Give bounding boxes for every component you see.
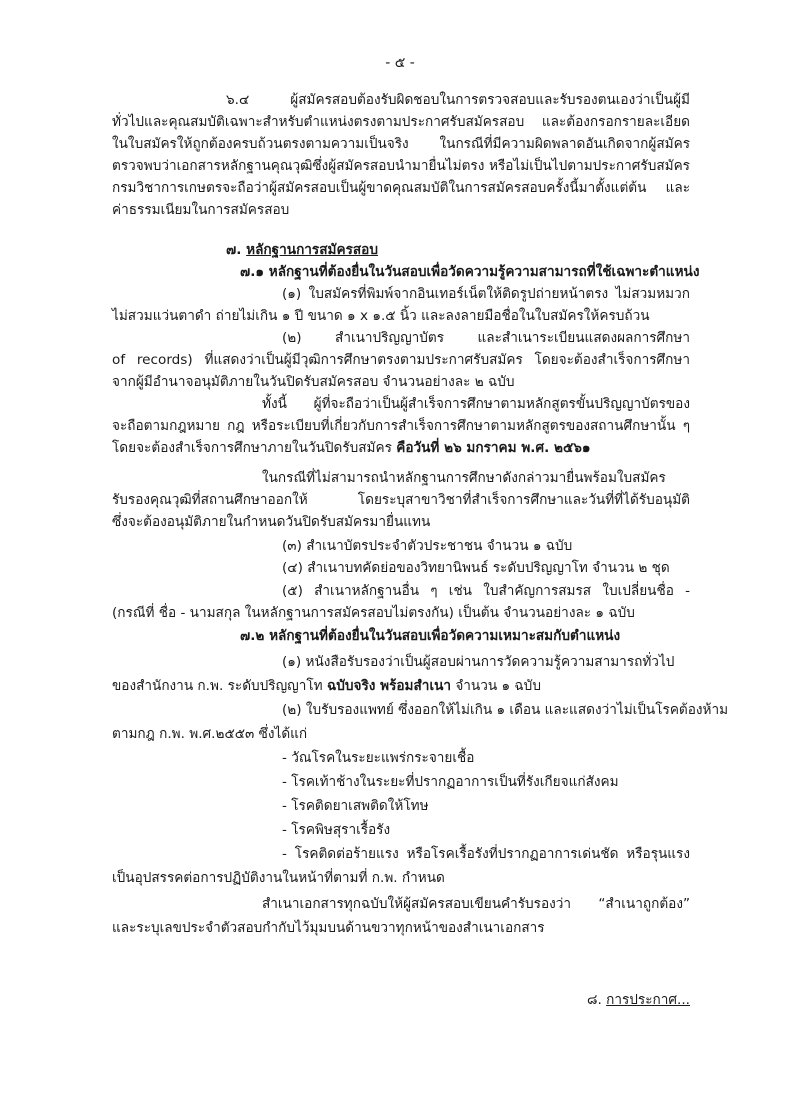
paragraph-line: ทั่วไปและคุณสมบัติเฉพาะสำหรับตำแหน่งตรงตามประกาศรับสมัครสอบ และต้องกรอกรายละเอียด <box>112 114 690 130</box>
disease-item: - โรคพิษสุราเรื้อรัง <box>282 822 391 838</box>
disease-item: - วัณโรคในระยะแพร่กระจายเชื้อ <box>282 750 475 766</box>
section-number: ๗. <box>226 242 242 258</box>
item-line: (๓) สำเนาบัตรประจำตัวประชาชน จำนวน ๑ ฉบับ <box>282 538 573 554</box>
item-line: จากผู้มีอำนาจอนุมัติภายในวันปิดรับสมัครสอบ จำนวนอย่างละ ๒ ฉบับ <box>112 374 515 390</box>
section-7-heading <box>226 239 690 261</box>
text: ของสำนักงาน ก.พ. ระดับปริญญาโท <box>112 678 327 694</box>
page-number: - ๕ - <box>385 55 415 71</box>
item-line: ในกรณีที่ไม่สามารถนำหลักฐานการศึกษาดังกล่าวมายื่นพร้อมใบสมัคร <box>262 470 666 486</box>
disease-item: - โรคติดยาเสพติดให้โทษ <box>282 798 429 814</box>
note-line: และระบุเลขประจำตัวสอบกำกับไว้มุมบนด้านขวาทุกหน้าของสำเนาเอกสาร <box>112 920 545 936</box>
bold-text: ฉบับจริง พร้อมสำเนา <box>326 678 452 694</box>
next-page-marker <box>400 989 690 1011</box>
paragraph-line: กรมวิชาการเกษตรจะถือว่าผู้สมัครสอบเป็นผู้ขาดคุณสมบัติในการสมัครสอบครั้งนี้มาตั้งแต่ต้น และ <box>112 180 690 196</box>
disease-item: - โรคเท้าช้างในระยะที่ปรากฏอาการเป็นที่รังเกียจแก่สังคม <box>282 774 619 790</box>
paragraph-line: ในใบสมัครให้ถูกต้องครบถ้วนตรงตามความเป็นจริง ในกรณีที่มีความผิดพลาดอันเกิดจากผู้สมัคร <box>112 136 690 152</box>
deadline-date: คือวันที่ ๒๖ มกราคม พ.ศ. ๒๕๖๑ <box>396 440 591 456</box>
text: จำนวน ๑ ฉบับ <box>451 678 541 694</box>
item-line: (๑) ใบสมัครที่พิมพ์จากอินเทอร์เน็ตให้ติดรูปถ่ายหน้าตรง ไม่สวมหมวก <box>282 286 690 302</box>
paragraph-line: ค่าธรรมเนียมในการสมัครสอบ <box>112 202 290 218</box>
paragraph-line: ตรวจพบว่าเอกสารหลักฐานคุณวุฒิซึ่งผู้สมัครสอบนำมายื่นไม่ตรง หรือไม่เป็นไปตามประกาศรับสมัคร <box>112 158 690 174</box>
next-section-number: ๘. <box>587 992 602 1008</box>
next-section-title: การประกาศ... <box>606 992 690 1008</box>
item-line: ไม่สวมแว่นตาดำ ถ่ายไม่เกิน ๑ ปี ขนาด ๑ x ๑.๕ นิ้ว และลงลายมือชื่อในใบสมัครให้ครบถ้วน <box>112 308 650 324</box>
text: โดยจะต้องสำเร็จการศึกษาภายในวันปิดรับสมัคร <box>112 440 397 456</box>
item-line: (๕) สำเนาหลักฐานอื่น ๆ เช่น ใบสำคัญการสมรส ใบเปลี่ยนชื่อ - <box>282 583 690 599</box>
item-line: ซึ่งจะต้องอนุมัติภายในกำหนดวันปิดรับสมัครมายื่นแทน <box>112 514 431 530</box>
item-line <box>112 437 690 459</box>
item-line: (๒) สำเนาปริญญาบัตร และสำเนาระเบียนแสดงผลการศึกษา <box>282 330 690 346</box>
item-line: of records) ที่แสดงว่าเป็นผู้มีวุฒิการศึกษาตรงตามประกาศรับสมัคร โดยจะต้องสำเร็จการศึกษา <box>112 352 690 368</box>
item-line: (๑) หนังสือรับรองว่าเป็นผู้สอบผ่านการวัดความรู้ความสามารถทั่วไป <box>282 654 675 670</box>
item-line: (กรณีที่ ชื่อ - นามสกุล ในหลักฐานการสมัครสอบไม่ตรงกัน) เป็นต้น จำนวนอย่างละ ๑ ฉบับ <box>112 605 635 621</box>
note-line: สำเนาเอกสารทุกฉบับให้ผู้สมัครสอบเขียนคำรับรองว่า “สำเนาถูกต้อง” <box>262 896 690 912</box>
section-title: หลักฐานการสมัครสอบ <box>246 242 378 258</box>
item-line: (๔) สำเนาบทคัดย่อของวิทยานิพนธ์ ระดับปริญญาโท จำนวน ๒ ชุด <box>282 560 670 576</box>
disease-item: - โรคติดต่อร้ายแรง หรือโรคเรื้อรังที่ปรากฏอาการเด่นชัด หรือรุนแรง <box>282 846 690 862</box>
item-line: ตามกฎ ก.พ. พ.ศ.๒๕๕๓ ซึ่งได้แก่ <box>112 726 308 742</box>
item-line <box>112 675 690 697</box>
item-line: ทั้งนี้ ผู้ที่จะถือว่าเป็นผู้สำเร็จการศึกษาตามหลักสูตรขั้นปริญญาบัตรของ <box>262 396 690 412</box>
subsection-title: ๗.๑ หลักฐานที่ต้องยื่นในวันสอบเพื่อวัดความรู้ความสามารถที่ใช้เฉพาะตำแหน่ง <box>240 264 700 280</box>
subsection-title: ๗.๒ หลักฐานที่ต้องยื่นในวันสอบเพื่อวัดความเหมาะสมกับตำแหน่ง <box>240 628 621 644</box>
paragraph-line: ๖.๔ ผู้สมัครสอบต้องรับผิดชอบในการตรวจสอบและรับรองตนเองว่าเป็นผู้มี <box>226 92 690 108</box>
item-line: รับรองคุณวุฒิที่สถานศึกษาออกให้ โดยระบุสาขาวิชาที่สำเร็จการศึกษาและวันที่ที่ได้รับอนุมัติ <box>112 492 690 508</box>
disease-item: เป็นอุปสรรคต่อการปฏิบัติงานในหน้าที่ตามที่ ก.พ. กำหนด <box>112 870 445 886</box>
item-line: จะถือตามกฎหมาย กฎ หรือระเบียบที่เกี่ยวกับการสำเร็จการศึกษาตามหลักสูตรของสถานศึกษานั้น ๆ <box>112 418 690 434</box>
item-line: (๒) ใบรับรองแพทย์ ซึ่งออกให้ไม่เกิน ๑ เดือน และแสดงว่าไม่เป็นโรคต้องห้าม <box>282 702 729 718</box>
